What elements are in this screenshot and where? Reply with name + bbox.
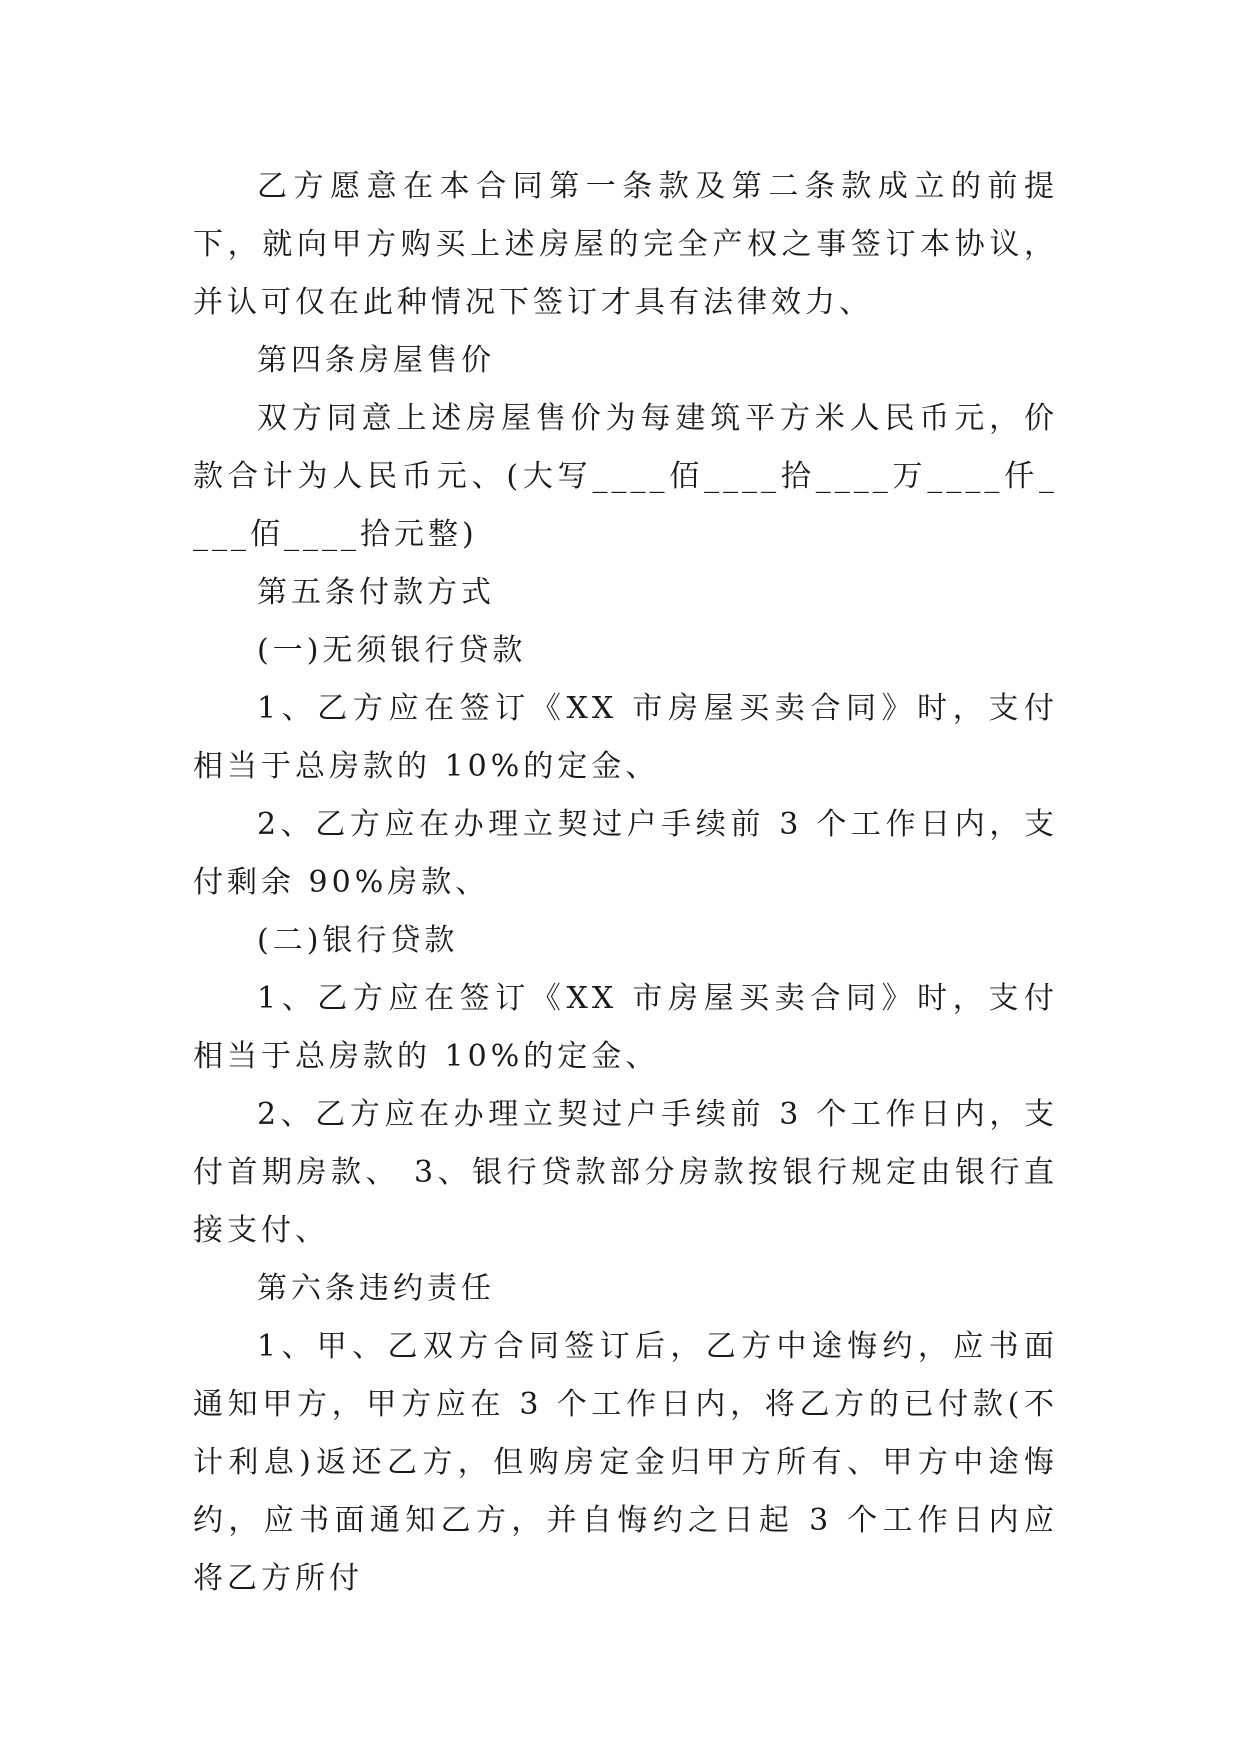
paragraph-no-loan-item-1: 1、乙方应在签订《XX 市房屋买卖合同》时，支付相当于总房款的 10%的定金、 [193,691,1058,784]
subheading-no-bank-loan: (一)无须银行贷款 [257,633,527,668]
subheading-bank-loan: (二)银行贷款 [257,923,459,958]
paragraph-liability-item-1: 1、甲、乙双方合同签订后，乙方中途悔约，应书面通知甲方，甲方应在 3 个工作日内，将乙方的已付款(不计利息)返还乙方，但购房定金归甲方所有、甲方中途悔约，应书面通知乙方，并自悔约之日起 3 个工作日内应将乙方所付 [193,1329,1058,1596]
heading-article-5-payment: 第五条付款方式 [257,575,495,610]
paragraph-purchase-intent: 乙方愿意在本合同第一条款及第二条款成立的前提下，就向甲方购买上述房屋的完全产权之事签订本协议，并认可仅在此种情况下签订才具有法律效力、 [193,169,1058,320]
paragraph-loan-item-2-3: 2、乙方应在办理立契过户手续前 3 个工作日内，支付首期房款、 3、银行贷款部分房款按银行规定由银行直接支付、 [193,1097,1058,1248]
heading-article-4-price: 第四条房屋售价 [257,343,495,378]
document-page [193,158,1058,1608]
paragraph-no-loan-item-2: 2、乙方应在办理立契过户手续前 3 个工作日内，支付剩余 90%房款、 [193,807,1058,900]
heading-article-6-liability: 第六条违约责任 [257,1271,495,1306]
paragraph-price-agreement: 双方同意上述房屋售价为每建筑平方米人民币元，价款合计为人民币元、(大写____佰____拾____万____仟____佰____拾元整) [193,401,1058,552]
paragraph-loan-item-1: 1、乙方应在签订《XX 市房屋买卖合同》时，支付相当于总房款的 10%的定金、 [193,981,1058,1074]
